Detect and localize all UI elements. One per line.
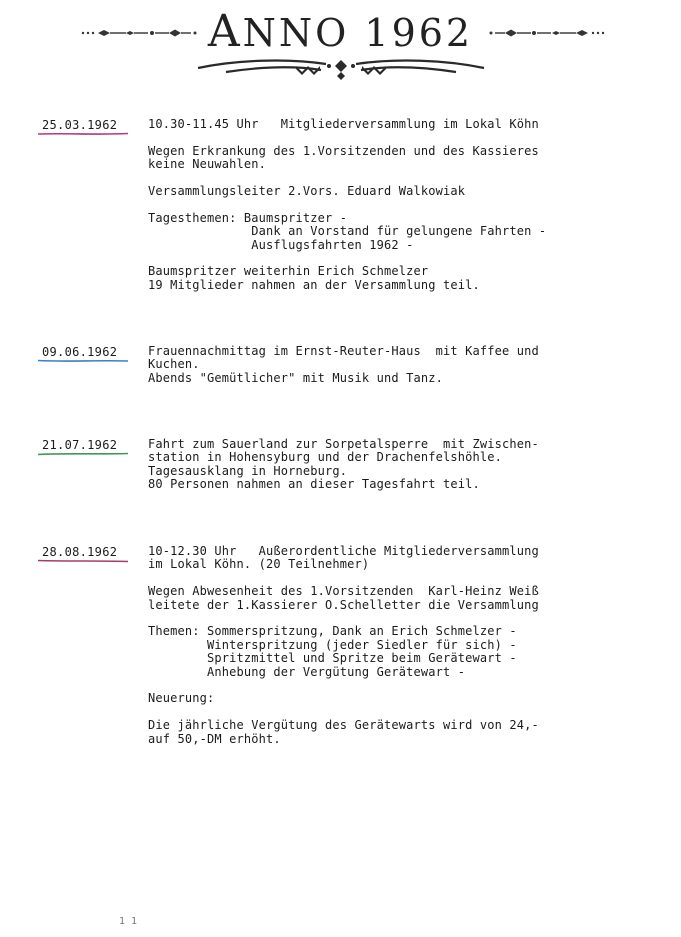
- entry-paragraph: Themen: Sommerspritzung, Dank an Erich Schmelzer - Winterspritzung (jeder Siedler für sich) - Spritzmittel und Spritze beim Gerätewart - Anhebung der Vergütung Gerätewart -: [148, 624, 517, 679]
- right-flourish-ornament: [486, 27, 606, 39]
- date-underline-stroke: [38, 561, 128, 562]
- entry-paragraph: Baumspritzer weiterhin Erich Schmelzer 19 Mitglieder nahmen an der Versammlung teil.: [148, 264, 480, 292]
- entry-paragraph: Neuerung:: [148, 691, 215, 706]
- page-mark: 1 1: [119, 916, 138, 927]
- entry-paragraph: Wegen Abwesenheit des 1.Vorsitzenden Karl-Heinz Weiß leitete der 1.Kassierer O.Schelletter die Versammlung: [148, 584, 539, 612]
- entry-date: 21.07.1962: [42, 438, 118, 452]
- entry-paragraph: 10.30-11.45 Uhr Mitgliederversammlung im Lokal Köhn: [148, 117, 539, 131]
- entry-body: [148, 345, 588, 385]
- entry-paragraph: Versammlungsleiter 2.Vors. Eduard Walkowiak: [148, 184, 466, 198]
- entry-paragraph: Wegen Erkrankung des 1.Vorsitzenden und des Kassieres keine Neuwahlen.: [148, 143, 539, 172]
- entry-body: [148, 118, 588, 292]
- entry-date: 25.03.1962: [42, 118, 118, 132]
- entry-paragraph: 10-12.30 Uhr Außerordentliche Mitgliederversammlung im Lokal Köhn. (20 Teilnehmer): [148, 544, 539, 572]
- date-underline: [37, 558, 129, 564]
- date-underline: [37, 131, 129, 137]
- date-underline: [37, 451, 129, 457]
- date-underline: [37, 358, 129, 364]
- entry-date: 28.08.1962: [42, 545, 118, 559]
- entry-paragraph: Frauennachmittag im Ernst-Reuter-Haus mit Kaffee und Kuchen. Abends "Gemütlicher" mit Musik und Tanz.: [148, 344, 539, 385]
- entry-body: [148, 438, 588, 492]
- entry-body: [148, 545, 588, 746]
- date-underline-stroke: [38, 361, 128, 362]
- entry-date: 09.06.1962: [42, 345, 118, 359]
- entry-paragraph: Die jährliche Vergütung des Gerätewarts wird von 24,- auf 50,-DM erhöht.: [148, 718, 539, 746]
- page-title: ANNO 1962: [207, 6, 474, 57]
- date-underline-stroke: [38, 454, 128, 455]
- entry-paragraph: Tagesthemen: Baumspritzer - Dank an Vorstand für gelungene Fahrten - Ausflugsfahrten 1962 -: [148, 210, 547, 252]
- page-header: [0, 0, 681, 90]
- date-underline-stroke: [38, 134, 128, 135]
- entry-paragraph: Fahrt zum Sauerland zur Sorpetalsperre mit Zwischen- station in Hohensyburg und der Drachenfelshöhle. Tagesausklang in Horneburg. 80 Personen nahmen an dieser Tagesfahrt teil.: [148, 437, 539, 492]
- title-divider-ornament: [196, 52, 486, 82]
